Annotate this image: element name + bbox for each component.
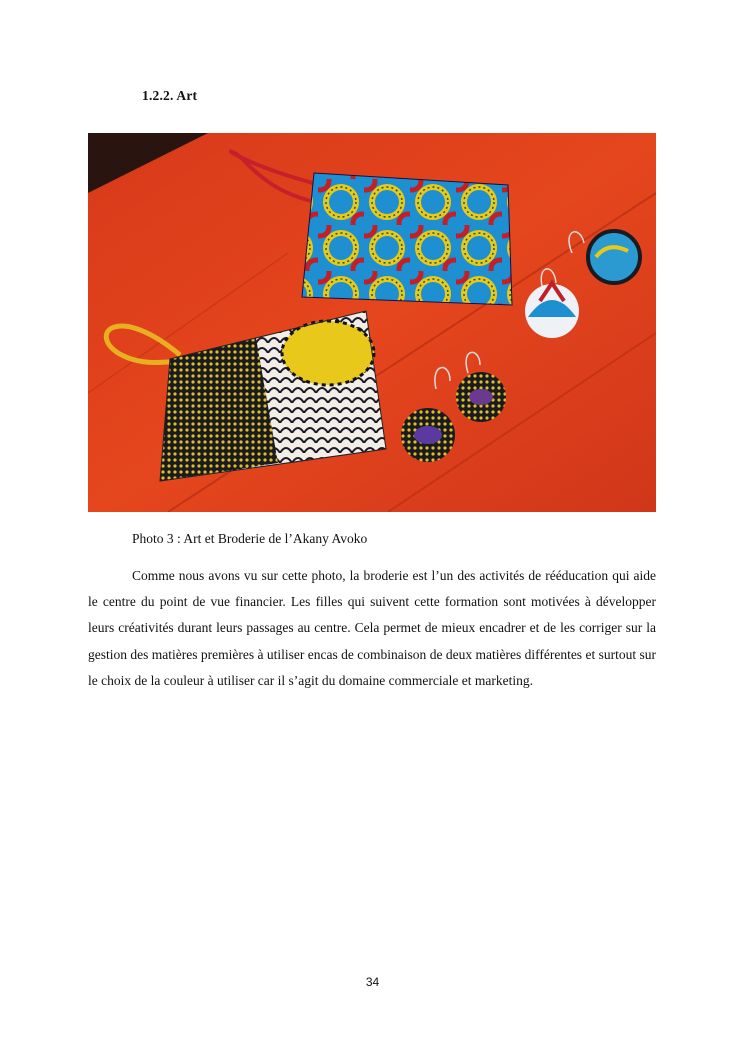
page-number: 34 xyxy=(365,975,380,989)
section-heading: 1.2.2. Art xyxy=(142,88,198,103)
photo-caption: Photo 3 : Art et Broderie de l’Akany Avoko xyxy=(132,531,368,546)
body-paragraph: Comme nous avons vu sur cette photo, la broderie est l’un des activités de rééducation qui aide le centre du point de vue financier. Les filles qui suivent cette formation sont motivées à développer leurs créativités durant leurs passages au centre. Cela permet de mieux encadrer et de les corriger sur la gestion des matières premières à utiliser encas de combinaison de deux matières différentes et surtout sur le choix de la couleur à utiliser car il s’agit du domaine commerciale et marketing. xyxy=(88,568,656,688)
photo-crafts xyxy=(88,133,656,512)
